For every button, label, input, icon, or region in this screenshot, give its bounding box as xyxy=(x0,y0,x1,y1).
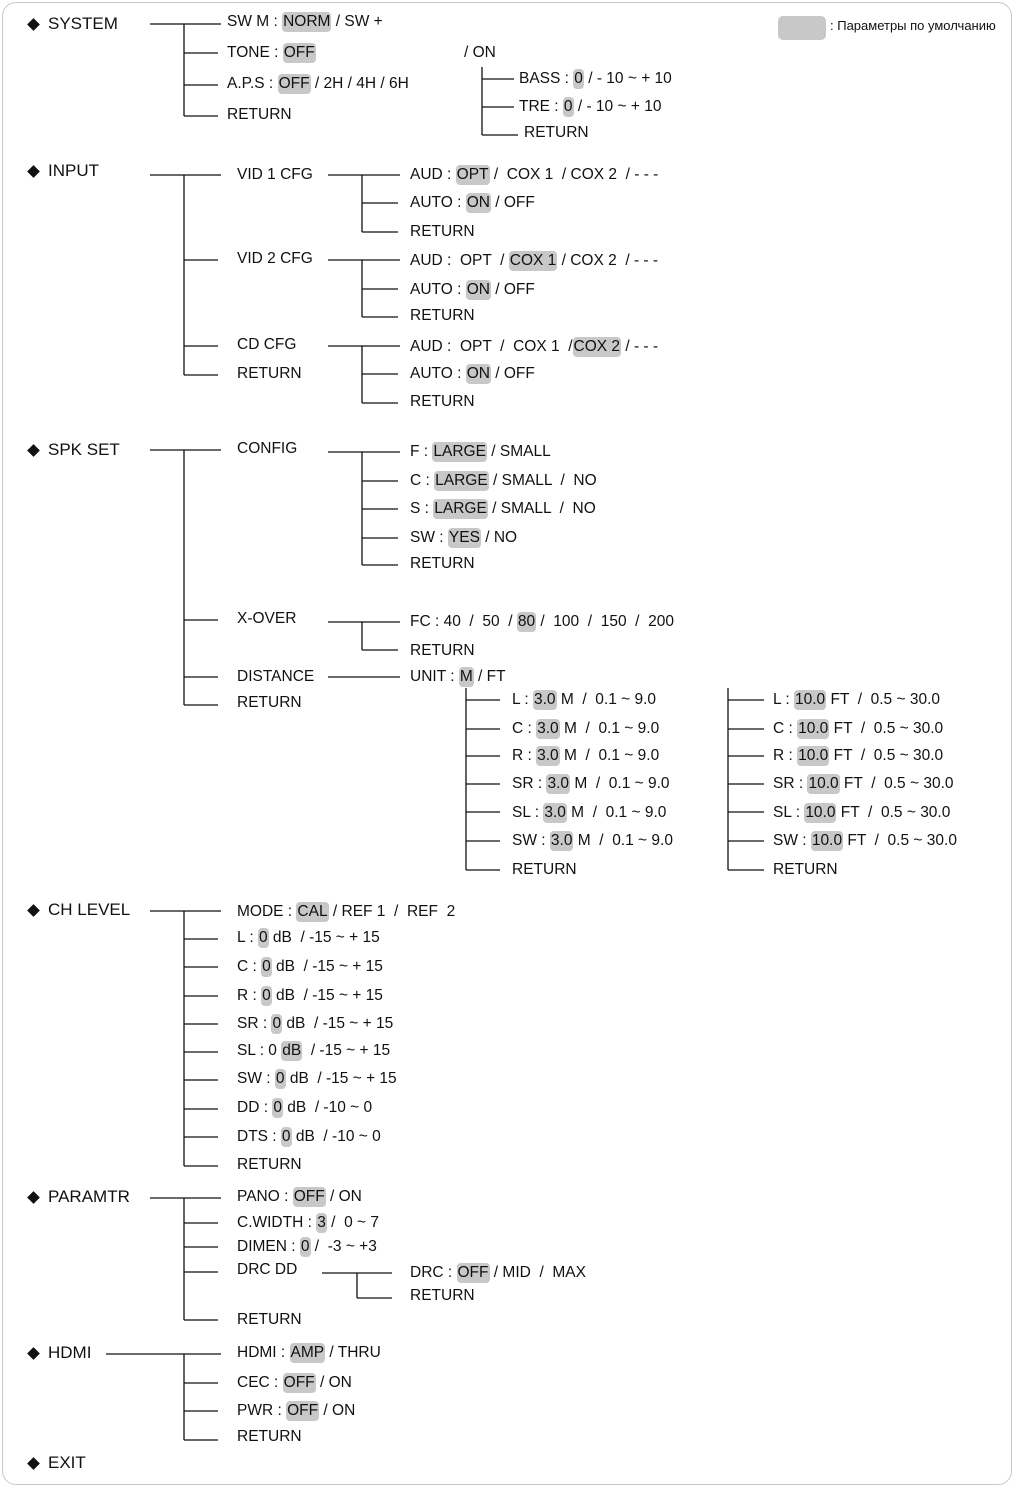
default-value-swatch xyxy=(778,16,826,40)
menu-item xyxy=(773,719,943,739)
menu-item xyxy=(237,957,383,977)
item-text: SR : xyxy=(512,775,547,792)
section-hdmi xyxy=(26,1343,91,1363)
item-text: / ON xyxy=(319,1402,356,1419)
menu-item xyxy=(410,364,535,384)
item-text: dB / -10 ~ 0 xyxy=(291,1128,381,1145)
default-value-highlight: 10.0 xyxy=(798,747,829,764)
item-text: RETURN xyxy=(227,106,292,123)
menu-item xyxy=(237,928,380,948)
menu-item xyxy=(410,280,535,300)
menu-item xyxy=(410,1263,586,1283)
item-text: L : xyxy=(237,929,258,946)
item-text: / REF 1 / REF 2 xyxy=(328,903,456,920)
diamond-icon xyxy=(27,1347,40,1360)
item-text: CONFIG xyxy=(237,440,298,457)
item-text: FT / 0.5 ~ 30.0 xyxy=(829,720,944,737)
menu-item xyxy=(237,1155,302,1175)
item-text: VID 2 CFG xyxy=(237,250,313,267)
diamond-icon xyxy=(27,1191,40,1204)
item-text: S : xyxy=(410,500,434,517)
menu-item xyxy=(227,105,292,125)
item-text: / 100 / 150 / 200 xyxy=(536,613,674,630)
default-value-highlight: 3.0 xyxy=(533,691,556,708)
item-text: RETURN xyxy=(237,1428,302,1445)
item-text: PANO : xyxy=(237,1188,293,1205)
item-text: MODE : xyxy=(237,903,297,920)
item-text: RETURN xyxy=(773,861,838,878)
item-text: dB / -15 ~ + 15 xyxy=(268,929,380,946)
item-text: RETURN xyxy=(512,861,577,878)
item-text: RETURN xyxy=(237,694,302,711)
menu-item xyxy=(237,1401,355,1421)
default-value-highlight: LARGE xyxy=(435,472,488,489)
menu-item xyxy=(237,1237,377,1257)
item-text: DD : xyxy=(237,1099,273,1116)
item-text: SL : xyxy=(773,804,805,821)
default-value-highlight: 0 xyxy=(281,1128,291,1145)
menu-item xyxy=(773,860,838,880)
item-text: FT / 0.5 ~ 30.0 xyxy=(836,804,951,821)
item-text: / SMALL / NO xyxy=(488,472,597,489)
item-text: / SMALL xyxy=(486,443,551,460)
menu-item xyxy=(410,641,475,661)
menu-item xyxy=(410,306,475,326)
default-value-highlight: 3.0 xyxy=(537,720,559,737)
menu-item xyxy=(512,719,659,739)
section-input xyxy=(26,161,99,181)
diamond-icon xyxy=(27,165,40,178)
menu-item xyxy=(519,69,672,89)
item-text: BASS : xyxy=(519,70,574,87)
item-text: UNIT : xyxy=(410,668,459,685)
section-exit xyxy=(26,1453,86,1473)
section-system xyxy=(26,14,118,34)
item-text: A.P.S : xyxy=(227,75,278,92)
default-value-highlight: CAL xyxy=(297,903,328,920)
item-text: DTS : xyxy=(237,1128,281,1145)
default-value-highlight: 3 xyxy=(317,1214,326,1231)
menu-item xyxy=(410,499,596,519)
item-text: CEC : xyxy=(237,1374,283,1391)
item-text: / SMALL / NO xyxy=(487,500,596,517)
item-text: / SW + xyxy=(331,13,383,30)
menu-item xyxy=(410,442,551,462)
item-text: RETURN xyxy=(237,365,302,382)
default-value-highlight: 3.0 xyxy=(544,804,566,821)
item-text: C : xyxy=(237,958,262,975)
menu-item xyxy=(237,165,313,185)
default-value-highlight: 10.0 xyxy=(798,720,829,737)
item-text: AUD : xyxy=(410,166,456,183)
menu-item xyxy=(410,222,475,242)
default-value-highlight: NORM xyxy=(283,13,331,30)
section-label: SPK SET xyxy=(48,440,120,459)
item-text: SR : xyxy=(237,1015,272,1032)
item-text: R : xyxy=(237,987,262,1004)
default-value-highlight: 0 xyxy=(262,987,271,1004)
item-text: AUTO : xyxy=(410,281,466,298)
item-text: SW : xyxy=(410,529,448,546)
item-text: dB / -15 ~ + 15 xyxy=(285,1070,397,1087)
section-paramtr xyxy=(26,1187,130,1207)
item-text: RETURN xyxy=(524,124,589,141)
item-text: / -3 ~ +3 xyxy=(310,1238,377,1255)
item-text: RETURN xyxy=(237,1311,302,1328)
menu-item xyxy=(410,554,475,574)
menu-item xyxy=(237,1127,381,1147)
menu-item xyxy=(237,1343,381,1363)
item-text: SW : xyxy=(237,1070,275,1087)
item-text: RETURN xyxy=(410,555,475,572)
default-value-highlight: 0 xyxy=(258,929,268,946)
item-text: / THRU xyxy=(325,1344,381,1361)
item-text: TONE : xyxy=(227,44,283,61)
item-text: SR : xyxy=(773,775,808,792)
menu-item xyxy=(237,693,302,713)
item-text: / ON xyxy=(315,1374,352,1391)
item-text: L : xyxy=(773,691,794,708)
item-text: / MID / MAX xyxy=(489,1264,586,1281)
item-text: / - - - xyxy=(621,338,659,355)
default-value-highlight: ON xyxy=(466,281,490,298)
default-value-highlight: LARGE xyxy=(433,443,486,460)
item-text: DRC : xyxy=(410,1264,457,1281)
legend-label: : Параметры по умолчанию xyxy=(830,18,996,33)
default-value-highlight: OFF xyxy=(293,1188,325,1205)
default-value-highlight: 0 xyxy=(563,98,573,115)
section-label: EXIT xyxy=(48,1453,86,1472)
menu-item xyxy=(410,528,517,548)
menu-item xyxy=(410,165,658,185)
item-text: DRC DD xyxy=(237,1261,298,1278)
default-value-highlight: 3.0 xyxy=(547,775,570,792)
menu-item xyxy=(512,831,673,851)
item-text: DIMEN : xyxy=(237,1238,300,1255)
menu-item xyxy=(410,667,506,687)
default-value-highlight: COX 1 xyxy=(509,252,557,269)
item-text: SW : xyxy=(773,832,811,849)
item-text: C : xyxy=(410,472,435,489)
diamond-icon xyxy=(27,904,40,917)
default-value-highlight: 0 xyxy=(574,70,583,87)
item-text: PWR : xyxy=(237,1402,287,1419)
default-value-highlight: OFF xyxy=(283,44,315,61)
item-text: FT / 0.5 ~ 30.0 xyxy=(839,775,954,792)
item-text: / OFF xyxy=(490,194,535,211)
menu-item xyxy=(237,986,383,1006)
section-label: SYSTEM xyxy=(48,14,118,33)
menu-item xyxy=(410,251,658,271)
menu-item xyxy=(773,746,943,766)
section-label: HDMI xyxy=(48,1343,92,1362)
default-value-highlight: 0 xyxy=(300,1238,310,1255)
menu-item xyxy=(237,1427,302,1447)
item-text: RETURN xyxy=(410,393,475,410)
default-value-highlight: dB xyxy=(282,1042,302,1059)
default-value-highlight: 0 xyxy=(262,958,271,975)
item-text: / -15 ~ + 15 xyxy=(302,1042,391,1059)
menu-item xyxy=(773,690,940,710)
item-text: TRE : xyxy=(519,98,563,115)
item-text: RETURN xyxy=(410,307,475,324)
menu-item xyxy=(410,193,535,213)
item-text: M / 0.1 ~ 9.0 xyxy=(556,691,657,708)
item-text: C : xyxy=(512,720,537,737)
item-text: M / 0.1 ~ 9.0 xyxy=(566,804,667,821)
default-value-highlight: 3.0 xyxy=(537,747,559,764)
default-value-highlight: OPT xyxy=(456,166,489,183)
diamond-icon xyxy=(27,1457,40,1470)
default-value-highlight: YES xyxy=(448,529,480,546)
item-text: SL : 0 xyxy=(237,1042,282,1059)
default-value-highlight: LARGE xyxy=(434,500,487,517)
default-value-highlight: 0 xyxy=(273,1099,282,1116)
item-text: / 0 ~ 7 xyxy=(326,1214,379,1231)
item-text: / 2H / 4H / 6H xyxy=(310,75,409,92)
menu-item xyxy=(410,1286,475,1306)
item-text: dB / -15 ~ + 15 xyxy=(271,958,383,975)
item-text: / OFF xyxy=(490,281,535,298)
menu-item xyxy=(237,1260,297,1280)
menu-item xyxy=(773,774,954,794)
menu-item xyxy=(237,1213,379,1233)
menu-item xyxy=(227,74,409,94)
item-text: M / 0.1 ~ 9.0 xyxy=(570,775,670,792)
default-value-highlight: AMP xyxy=(290,1344,325,1361)
menu-item xyxy=(512,774,670,794)
menu-item xyxy=(237,609,296,629)
item-text: AUTO : xyxy=(410,365,466,382)
section-label: CH LEVEL xyxy=(48,900,131,919)
item-text: VID 1 CFG xyxy=(237,166,313,183)
item-text: / ON xyxy=(325,1188,362,1205)
item-text: AUD : OPT / xyxy=(410,252,509,269)
menu-item xyxy=(237,1014,393,1034)
menu-item xyxy=(237,1069,397,1089)
item-text: / NO xyxy=(480,529,518,546)
section-label: PARAMTR xyxy=(48,1187,130,1206)
menu-item xyxy=(464,43,496,63)
item-text: FC : 40 / 50 / xyxy=(410,613,517,630)
item-text: SL : xyxy=(512,804,544,821)
item-text: R : xyxy=(773,747,798,764)
item-text: L : xyxy=(512,691,533,708)
item-text: RETURN xyxy=(410,223,475,240)
menu-item xyxy=(410,337,658,357)
section-label: INPUT xyxy=(48,161,99,180)
item-text: dB / -15 ~ + 15 xyxy=(271,987,383,1004)
menu-item xyxy=(237,1310,302,1330)
section-ch-level xyxy=(26,900,130,920)
default-value-highlight: 10.0 xyxy=(794,691,826,708)
item-text: SW M : xyxy=(227,13,283,30)
default-value-highlight: OFF xyxy=(287,1402,319,1419)
item-text: R : xyxy=(512,747,537,764)
menu-item xyxy=(773,803,950,823)
item-text: CD CFG xyxy=(237,336,297,353)
menu-item xyxy=(773,831,957,851)
item-text: F : xyxy=(410,443,433,460)
default-value-highlight: 10.0 xyxy=(811,832,843,849)
default-value-highlight: OFF xyxy=(283,1374,315,1391)
diamond-icon xyxy=(27,444,40,457)
item-text: AUTO : xyxy=(410,194,466,211)
item-text: / COX 1 / COX 2 / - - - xyxy=(489,166,659,183)
menu-item xyxy=(237,1373,352,1393)
item-text: FT / 0.5 ~ 30.0 xyxy=(843,832,957,849)
default-value-highlight: OFF xyxy=(278,75,310,92)
menu-item xyxy=(237,902,455,922)
item-text: DISTANCE xyxy=(237,668,315,685)
menu-item xyxy=(227,12,383,32)
default-value-highlight: M xyxy=(459,668,473,685)
menu-item xyxy=(512,803,666,823)
item-text: / - 10 ~ + 10 xyxy=(573,98,662,115)
menu-item xyxy=(524,123,589,143)
menu-item xyxy=(512,690,656,710)
diamond-icon xyxy=(27,18,40,31)
item-text: FT / 0.5 ~ 30.0 xyxy=(826,691,941,708)
default-value-highlight: 0 xyxy=(275,1070,285,1087)
menu-item xyxy=(237,439,297,459)
menu-item xyxy=(410,612,674,632)
default-value-highlight: ON xyxy=(466,194,490,211)
default-value-highlight: 0 xyxy=(272,1015,282,1032)
default-value-highlight: ON xyxy=(466,365,490,382)
item-text: RETURN xyxy=(237,1156,302,1173)
item-text: C.WIDTH : xyxy=(237,1214,317,1231)
item-text: AUD : OPT / COX 1 / xyxy=(410,338,573,355)
item-text: SW : xyxy=(512,832,550,849)
default-value-highlight: 10.0 xyxy=(808,775,839,792)
section-spk-set xyxy=(26,440,120,460)
menu-item xyxy=(227,43,316,63)
default-value-highlight: OFF xyxy=(457,1264,489,1281)
default-value-highlight: 10.0 xyxy=(805,804,836,821)
default-value-highlight: 80 xyxy=(517,613,536,630)
item-text: C : xyxy=(773,720,798,737)
item-text: FT / 0.5 ~ 30.0 xyxy=(829,747,944,764)
menu-item xyxy=(237,667,314,687)
item-text: X-OVER xyxy=(237,610,297,627)
item-text: HDMI : xyxy=(237,1344,290,1361)
item-text: / - 10 ~ + 10 xyxy=(583,70,672,87)
default-value-highlight: COX 2 xyxy=(573,338,621,355)
menu-item xyxy=(237,335,296,355)
item-text: RETURN xyxy=(410,642,475,659)
item-text: RETURN xyxy=(410,1287,475,1304)
menu-item xyxy=(512,860,577,880)
item-text: M / 0.1 ~ 9.0 xyxy=(573,832,673,849)
menu-item xyxy=(512,746,659,766)
default-value-highlight: 3.0 xyxy=(550,832,573,849)
menu-item xyxy=(237,364,302,384)
item-text: / COX 2 / - - - xyxy=(557,252,659,269)
item-text: M / 0.1 ~ 9.0 xyxy=(559,747,660,764)
menu-item xyxy=(410,471,597,491)
item-text: / OFF xyxy=(490,365,535,382)
menu-item xyxy=(410,392,475,412)
item-text: / FT xyxy=(473,668,506,685)
item-text: dB / -10 ~ 0 xyxy=(282,1099,373,1116)
menu-item xyxy=(237,1187,362,1207)
item-text: dB / -15 ~ + 15 xyxy=(282,1015,394,1032)
menu-item xyxy=(237,1098,372,1118)
item-text: / ON xyxy=(464,44,496,61)
item-text: M / 0.1 ~ 9.0 xyxy=(559,720,660,737)
menu-item xyxy=(519,97,661,117)
menu-item xyxy=(237,1041,390,1061)
menu-item xyxy=(237,249,313,269)
